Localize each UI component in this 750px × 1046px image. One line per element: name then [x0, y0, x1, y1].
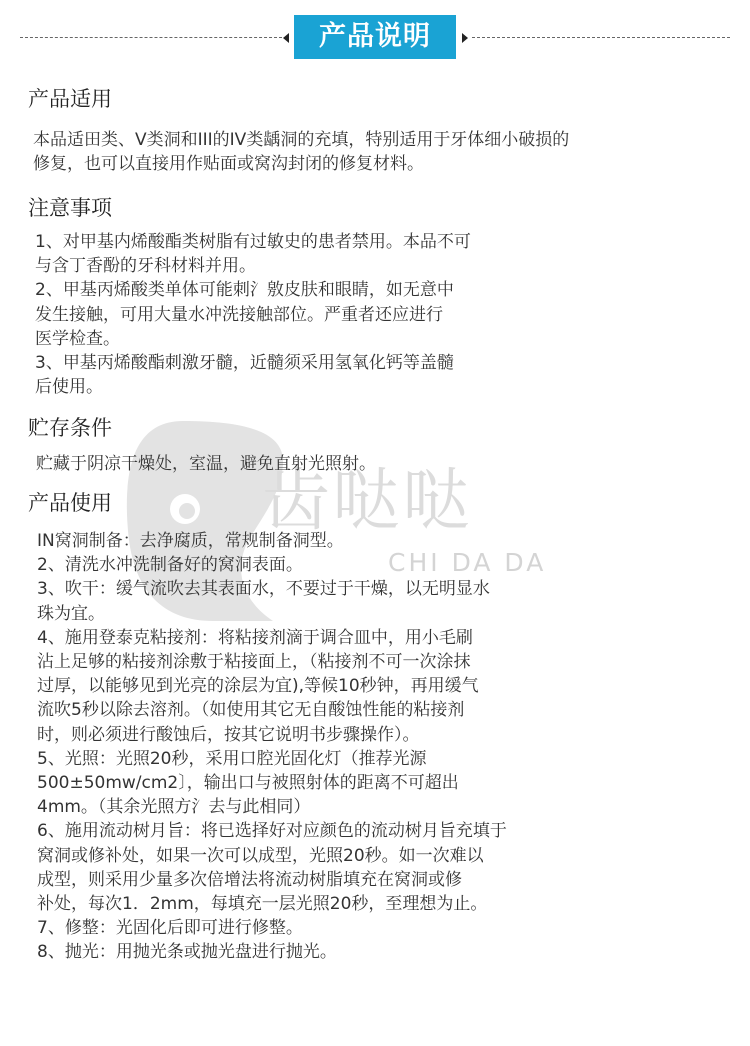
heading-storage: 贮存条件	[28, 416, 112, 440]
notes-line: 与含丁香酚的牙科材料并用。	[35, 256, 256, 277]
usage-line: 窝洞或修补处，如果一次可以成型，光照20秒。如一次难以	[37, 845, 484, 866]
notes-line: 3、甲基丙烯酸酯刺激牙髓，近髓须采用氢氧化钙等盖髓	[35, 353, 454, 374]
divider-right	[472, 37, 730, 38]
usage-line: 沾上足够的粘接剂涂敷于粘接面上，（粘接剂不可一次涂抹	[37, 652, 471, 673]
heading-scope: 产品适用	[28, 87, 112, 111]
usage-line: 4mm。（其余光照方氵去与此相同）	[37, 797, 311, 818]
watermark-brand-en: CHI DA DA	[388, 548, 547, 577]
storage-text	[36, 452, 376, 476]
usage-line: 7、修整：光固化后即可进行修整。	[37, 918, 303, 939]
usage-line: IN窝洞制备：去净腐质，常规制备洞型。	[37, 531, 344, 551]
usage-line: 补处，每次1．2mm，每填充一层光照20秒，至理想为止。	[37, 894, 488, 915]
scope-line: 修复，也可以直接用作贴面或窝沟封闭的修复材料。	[33, 154, 424, 175]
scope-line: 本品适田类、V类洞和III的IV类龋洞的充填，特别适用于牙体细小破损的	[33, 130, 570, 150]
storage-line: 贮藏于阴凉干燥处，室温，避免直射光照射。	[36, 454, 376, 474]
notes-line: 2、甲基丙烯酸类单体可能刺氵敫皮肤和眼睛，如无意中	[35, 280, 454, 301]
section-usage	[28, 488, 507, 965]
triangle-left-icon	[283, 33, 289, 43]
notes-text	[35, 230, 471, 399]
page-title: 产品说明	[294, 15, 456, 59]
usage-text	[37, 529, 507, 965]
usage-line: 成型，则采用少量多次倍增法将流动树脂填充在窝洞或修	[37, 869, 462, 890]
usage-line: 过厚，以能够见到光亮的涂层为宜),等候10秒钟，再用缓气	[37, 676, 479, 697]
notes-line: 1、对甲基内烯酸酯类树脂有过敏史的患者禁用。本品不可	[35, 232, 471, 252]
scope-text	[33, 128, 569, 176]
usage-line: 3、吹干：缓气流吹去其表面水，不要过于干燥，以无明显水	[37, 579, 490, 600]
section-storage	[28, 413, 376, 476]
notes-line: 医学检查。	[35, 328, 120, 349]
usage-line: 500±50mw/cm2〕，输出口与被照射体的距离不可超出	[37, 773, 459, 794]
notes-line: 后使用。	[35, 377, 103, 398]
usage-line: 珠为宜。	[37, 603, 105, 624]
heading-notes: 注意事项	[28, 196, 112, 220]
notes-line: 发生接触，可用大量水冲洗接触部位。严重者还应进行	[35, 304, 443, 325]
usage-line: 时，则必须进行酸蚀后，按其它说明书步骤操作）。	[37, 724, 420, 745]
usage-line: 流吹5秒以除去溶剂。（如使用其它无自酸蚀性能的粘接剂	[37, 700, 465, 721]
divider-left	[20, 37, 282, 38]
triangle-right-icon	[462, 33, 468, 43]
usage-line: 8、抛光：用抛光条或抛光盘进行抛光。	[37, 942, 337, 963]
usage-line: 4、施用登泰克粘接剂：将粘接剂滴于调合皿中，用小毛刷	[37, 627, 473, 648]
title-banner	[0, 12, 750, 62]
watermark-brand: 齿哒哒	[262, 462, 473, 541]
usage-line: 2、清洗水冲洗制备好的窝洞表面。	[37, 555, 303, 576]
heading-usage: 产品使用	[28, 491, 112, 515]
section-notes	[28, 193, 471, 399]
section-scope	[28, 84, 569, 176]
usage-line: 5、光照：光照20秒，采用口腔光固化灯（推荐光源	[37, 748, 427, 769]
usage-line: 6、施用流动树月旨：将已选择好对应颜色的流动树月旨充填于	[37, 821, 507, 842]
